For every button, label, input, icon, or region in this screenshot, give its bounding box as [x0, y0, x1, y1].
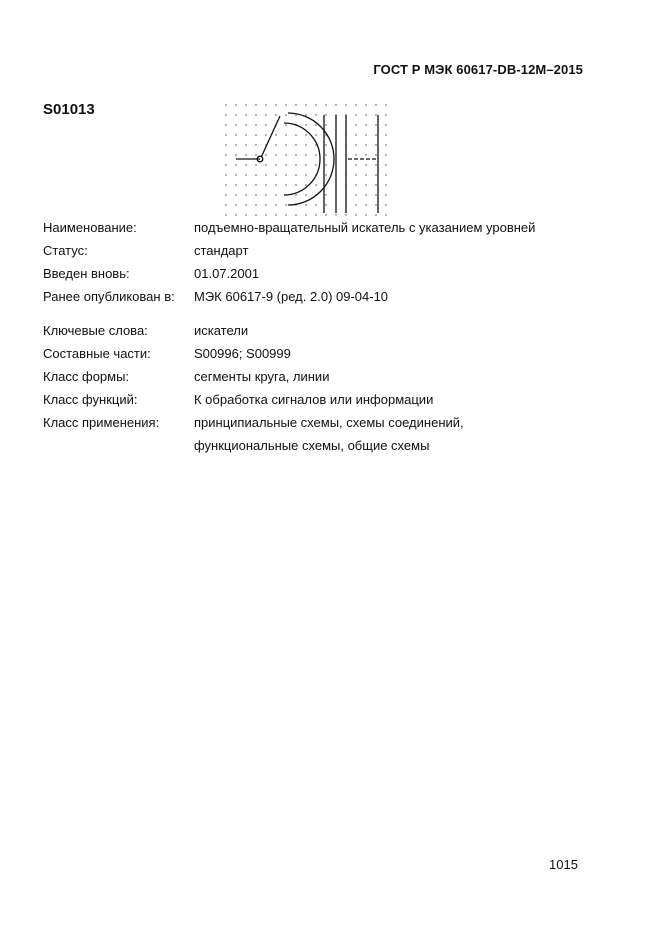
grid-dot	[385, 154, 386, 155]
grid-dot	[225, 204, 226, 205]
grid-dot	[325, 114, 326, 115]
grid-dot	[335, 214, 336, 215]
grid-dot	[225, 174, 226, 175]
grid-dot	[385, 134, 386, 135]
grid-dot	[295, 214, 296, 215]
grid-dot	[385, 164, 386, 165]
grid-dot	[245, 174, 246, 175]
symbol-code: S01013	[43, 101, 95, 118]
grid-dot	[355, 194, 356, 195]
grid-dot	[385, 204, 386, 205]
grid-dot	[235, 214, 236, 215]
grid-dot	[345, 104, 346, 105]
grid-dot	[275, 144, 276, 145]
grid-dot	[305, 124, 306, 125]
grid-dot	[265, 134, 266, 135]
field-value: стандарт	[194, 243, 249, 258]
grid-dot	[275, 134, 276, 135]
grid-dot	[375, 164, 376, 165]
grid-dot	[235, 104, 236, 105]
grid-dot	[365, 154, 366, 155]
grid-dot	[305, 214, 306, 215]
grid-dot	[255, 154, 256, 155]
grid-dot	[305, 114, 306, 115]
grid-dot	[255, 124, 256, 125]
grid-dot	[325, 124, 326, 125]
grid-dot	[365, 194, 366, 195]
grid-dot	[265, 154, 266, 155]
document-header: ГОСТ Р МЭК 60617-DB-12M–2015	[373, 62, 583, 77]
field-value: 01.07.2001	[194, 266, 260, 281]
grid-dot	[225, 144, 226, 145]
grid-dot	[375, 104, 376, 105]
grid-dot	[245, 124, 246, 125]
grid-dot	[245, 194, 246, 195]
grid-dot	[245, 184, 246, 185]
grid-dot	[325, 174, 326, 175]
grid-dot	[365, 124, 366, 125]
grid-dot	[235, 194, 236, 195]
grid-dot	[275, 174, 276, 175]
grid-dot	[365, 104, 366, 105]
grid-dots	[225, 104, 386, 215]
grid-dot	[355, 174, 356, 175]
grid-dot	[245, 144, 246, 145]
grid-dot	[315, 164, 316, 165]
grid-dot	[285, 104, 286, 105]
field-value: К обработка сигналов или информации	[194, 392, 434, 407]
grid-dot	[325, 214, 326, 215]
grid-dot	[285, 164, 286, 165]
grid-dot	[295, 184, 296, 185]
grid-dot	[295, 104, 296, 105]
grid-dot	[355, 114, 356, 115]
grid-dot	[225, 184, 226, 185]
grid-dot	[265, 184, 266, 185]
page-number: 1015	[549, 857, 578, 872]
grid-dot	[365, 144, 366, 145]
grid-dot	[245, 164, 246, 165]
grid-dot	[235, 114, 236, 115]
grid-dot	[355, 164, 356, 165]
grid-dot	[255, 144, 256, 145]
grid-dot	[365, 184, 366, 185]
field-value: искатели	[194, 323, 249, 338]
grid-dot	[235, 184, 236, 185]
grid-dot	[285, 184, 286, 185]
grid-dot	[325, 204, 326, 205]
grid-dot	[305, 144, 306, 145]
grid-dot	[255, 194, 256, 195]
field-label: Ранее опубликован в:	[43, 289, 175, 304]
grid-dot	[355, 124, 356, 125]
grid-dot	[255, 204, 256, 205]
grid-dot	[305, 134, 306, 135]
grid-dot	[285, 214, 286, 215]
grid-dot	[265, 164, 266, 165]
grid-dot	[235, 124, 236, 125]
grid-dot	[355, 104, 356, 105]
grid-dot	[375, 114, 376, 115]
grid-dot	[255, 214, 256, 215]
grid-dot	[325, 144, 326, 145]
grid-dot	[325, 104, 326, 105]
symbol-drawing	[220, 99, 396, 219]
grid-dot	[245, 134, 246, 135]
grid-dot	[385, 174, 386, 175]
grid-dot	[295, 114, 296, 115]
grid-dot	[365, 164, 366, 165]
grid-dot	[295, 174, 296, 175]
field-label: Класс формы:	[43, 369, 130, 384]
grid-dot	[255, 104, 256, 105]
grid-dot	[385, 214, 386, 215]
grid-dot	[295, 134, 296, 135]
grid-dot	[265, 174, 266, 175]
grid-dot	[285, 174, 286, 175]
grid-dot	[315, 114, 316, 115]
field-label: Класс применения:	[43, 415, 160, 430]
grid-dot	[385, 194, 386, 195]
grid-dot	[365, 134, 366, 135]
field-label: Статус:	[43, 243, 88, 258]
grid-dot	[305, 164, 306, 165]
grid-dot	[265, 204, 266, 205]
grid-dot	[305, 184, 306, 185]
grid-dot	[375, 134, 376, 135]
grid-dot	[375, 124, 376, 125]
grid-dot	[385, 124, 386, 125]
grid-dot	[325, 154, 326, 155]
grid-dot	[275, 184, 276, 185]
grid-dot	[295, 154, 296, 155]
grid-dot	[245, 204, 246, 205]
grid-dot	[275, 114, 276, 115]
grid-dot	[245, 154, 246, 155]
field-value: подъемно-вращательный искатель с указанием уровней	[194, 220, 536, 235]
grid-dot	[295, 194, 296, 195]
grid-dot	[375, 144, 376, 145]
grid-dot	[255, 174, 256, 175]
grid-dot	[235, 144, 236, 145]
grid-dot	[315, 104, 316, 105]
grid-dot	[235, 154, 236, 155]
grid-dot	[255, 114, 256, 115]
grid-dot	[305, 204, 306, 205]
grid-dot	[245, 214, 246, 215]
grid-dot	[365, 204, 366, 205]
grid-dot	[315, 204, 316, 205]
grid-dot	[315, 124, 316, 125]
grid-dot	[275, 164, 276, 165]
grid-dot	[255, 164, 256, 165]
grid-dot	[225, 194, 226, 195]
grid-dot	[265, 114, 266, 115]
grid-dot	[245, 114, 246, 115]
grid-dot	[235, 204, 236, 205]
grid-dot	[235, 174, 236, 175]
grid-dot	[305, 154, 306, 155]
grid-dot	[265, 194, 266, 195]
grid-dot	[225, 104, 226, 105]
grid-dot	[305, 174, 306, 175]
grid-dot	[265, 214, 266, 215]
inner-arc	[284, 123, 320, 195]
grid-dot	[225, 114, 226, 115]
grid-dot	[385, 184, 386, 185]
grid-dot	[235, 134, 236, 135]
grid-dot	[375, 214, 376, 215]
field-label: Составные части:	[43, 346, 151, 361]
grid-dot	[315, 134, 316, 135]
grid-dot	[275, 204, 276, 205]
grid-dot	[225, 164, 226, 165]
grid-dot	[375, 184, 376, 185]
grid-dot	[275, 194, 276, 195]
field-label: Класс функций:	[43, 392, 138, 407]
grid-dot	[315, 184, 316, 185]
field-value: сегменты круга, линии	[194, 369, 330, 384]
grid-dot	[295, 164, 296, 165]
grid-dot	[385, 104, 386, 105]
field-value: S00996; S00999	[194, 346, 291, 361]
grid-dot	[305, 194, 306, 195]
grid-dot	[365, 114, 366, 115]
grid-dot	[365, 214, 366, 215]
grid-dot	[245, 104, 246, 105]
grid-dot	[225, 214, 226, 215]
grid-dot	[275, 154, 276, 155]
field-label: Ключевые слова:	[43, 323, 148, 338]
grid-dot	[225, 124, 226, 125]
field-value: функциональные схемы, общие схемы	[194, 438, 430, 453]
grid-dot	[355, 214, 356, 215]
outer-arc	[288, 113, 334, 205]
grid-dot	[355, 204, 356, 205]
grid-dot	[255, 134, 256, 135]
grid-dot	[285, 114, 286, 115]
grid-dot	[255, 184, 256, 185]
grid-dot	[305, 104, 306, 105]
grid-dot	[315, 214, 316, 215]
grid-dot	[375, 174, 376, 175]
grid-dot	[285, 124, 286, 125]
grid-dot	[335, 104, 336, 105]
field-value: принципиальные схемы, схемы соединений,	[194, 415, 464, 430]
grid-dot	[325, 194, 326, 195]
grid-dot	[265, 104, 266, 105]
grid-dot	[275, 104, 276, 105]
grid-dot	[275, 214, 276, 215]
grid-dot	[385, 144, 386, 145]
grid-dot	[225, 154, 226, 155]
grid-dot	[355, 184, 356, 185]
field-label: Введен вновь:	[43, 266, 130, 281]
grid-dot	[355, 144, 356, 145]
grid-dot	[285, 144, 286, 145]
grid-dot	[385, 114, 386, 115]
grid-dot	[285, 154, 286, 155]
grid-dot	[355, 154, 356, 155]
grid-dot	[285, 134, 286, 135]
wiper-arm-line	[262, 116, 281, 157]
grid-dot	[365, 174, 366, 175]
grid-dot	[225, 134, 226, 135]
field-label: Наименование:	[43, 220, 137, 235]
grid-dot	[325, 164, 326, 165]
grid-dot	[375, 154, 376, 155]
field-value: МЭК 60617-9 (ред. 2.0) 09-04-10	[194, 289, 389, 304]
grid-dot	[295, 144, 296, 145]
grid-dot	[315, 154, 316, 155]
grid-dot	[235, 164, 236, 165]
grid-dot	[345, 214, 346, 215]
grid-dot	[355, 134, 356, 135]
grid-dot	[375, 204, 376, 205]
grid-dot	[265, 124, 266, 125]
grid-dot	[375, 194, 376, 195]
grid-dot	[285, 204, 286, 205]
